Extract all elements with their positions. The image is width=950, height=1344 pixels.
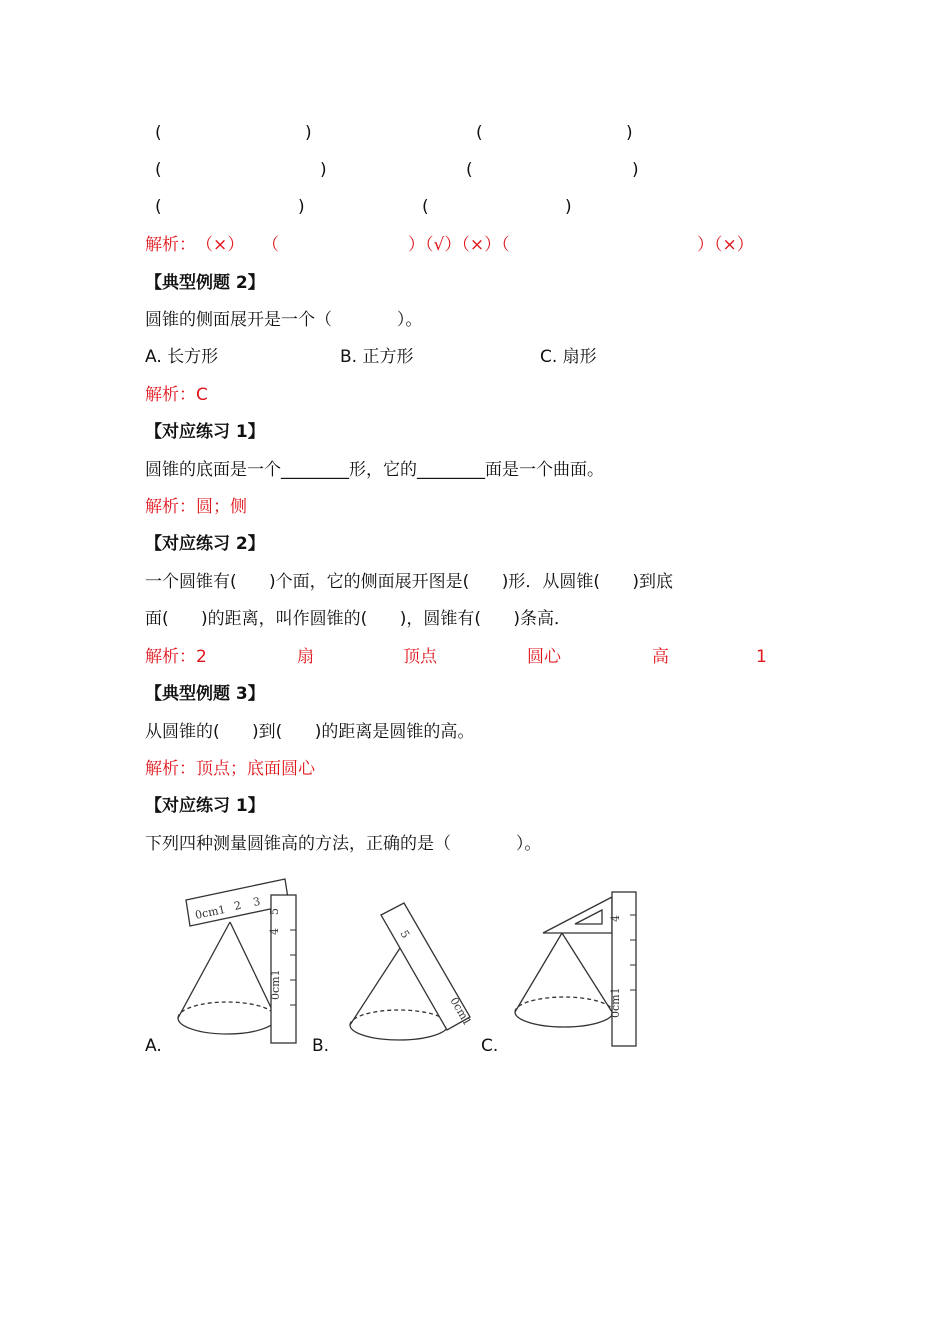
ruler-label: 3 bbox=[251, 894, 262, 909]
answer-part: （ bbox=[262, 235, 279, 255]
example-3-question: 从圆锥的( )到( )的距离是圆锥的高。 bbox=[145, 722, 475, 742]
practice-1b-heading: 【对应练习 1】 bbox=[145, 796, 265, 816]
practice-2-heading: 【对应练习 2】 bbox=[145, 534, 265, 554]
paren-open: ( bbox=[466, 160, 473, 180]
example-2-question: 圆锥的侧面展开是一个（ ）。 bbox=[145, 310, 423, 330]
figure-a-label: A. bbox=[145, 1036, 162, 1056]
ruler-label: 5 bbox=[268, 908, 281, 915]
ruler-label: 4 bbox=[609, 915, 622, 922]
practice-1b-question: 下列四种测量圆锥高的方法，正确的是（ ）。 bbox=[145, 834, 542, 854]
ruler-label: 4 bbox=[268, 928, 281, 935]
paren-open: ( bbox=[476, 123, 483, 143]
paren-close: ) bbox=[565, 197, 572, 217]
ruler-label: 0cm1 bbox=[609, 987, 622, 1018]
figure-c-label: C. bbox=[481, 1036, 499, 1056]
ruler-label: 5 bbox=[397, 928, 413, 941]
ruler-label: 0cm1 bbox=[447, 995, 474, 1028]
answer-item: 高 bbox=[652, 647, 669, 667]
practice-1-answer: 解析：圆；侧 bbox=[145, 497, 247, 517]
example-3-heading: 【典型例题 3】 bbox=[145, 684, 265, 704]
paren-open: ( bbox=[422, 197, 429, 217]
figure-b-cone bbox=[350, 903, 470, 1040]
practice-1-heading: 【对应练习 1】 bbox=[145, 422, 265, 442]
paren-open: ( bbox=[155, 160, 162, 180]
ruler-label: 0cm1 bbox=[193, 902, 227, 922]
answer-label: 解析：2 bbox=[145, 647, 207, 667]
practice-1-question: 圆锥的底面是一个________形，它的________面是一个曲面。 bbox=[145, 460, 604, 480]
practice-2-line-2: 面( )的距离，叫作圆锥的( )，圆锥有( )条高． bbox=[145, 609, 572, 629]
paren-close: ) bbox=[626, 123, 633, 143]
option-b: B. 正方形 bbox=[340, 347, 414, 367]
example-2-answer: 解析：C bbox=[145, 385, 208, 405]
answer-label: 解析： bbox=[145, 235, 196, 255]
paren-close: ) bbox=[632, 160, 639, 180]
answer-part: （×） bbox=[196, 235, 245, 255]
paren-close: ) bbox=[298, 197, 305, 217]
answer-item: 扇 bbox=[297, 647, 314, 667]
ruler-label: 2 bbox=[232, 898, 243, 913]
paren-close: ) bbox=[305, 123, 312, 143]
paren-open: ( bbox=[155, 123, 162, 143]
answer-part: ）（×） bbox=[697, 235, 754, 255]
option-c: C. 扇形 bbox=[540, 347, 597, 367]
answer-item: 顶点 bbox=[403, 647, 437, 667]
figure-b-label: B. bbox=[312, 1036, 330, 1056]
paren-open: ( bbox=[155, 197, 162, 217]
answer-item: 圆心 bbox=[527, 647, 561, 667]
example-3-answer: 解析：顶点；底面圆心 bbox=[145, 759, 315, 779]
ruler-label: 0cm1 bbox=[269, 969, 282, 1000]
option-a: A. 长方形 bbox=[145, 347, 219, 367]
example-2-heading: 【典型例题 2】 bbox=[145, 273, 265, 293]
paren-close: ) bbox=[320, 160, 327, 180]
answer-item: 1 bbox=[756, 647, 767, 667]
answer-part: ）（√）（×）（ bbox=[408, 235, 510, 255]
practice-2-line-1: 一个圆锥有( )个面，它的侧面展开图是( )形．从圆锥( )到底 bbox=[145, 572, 674, 592]
